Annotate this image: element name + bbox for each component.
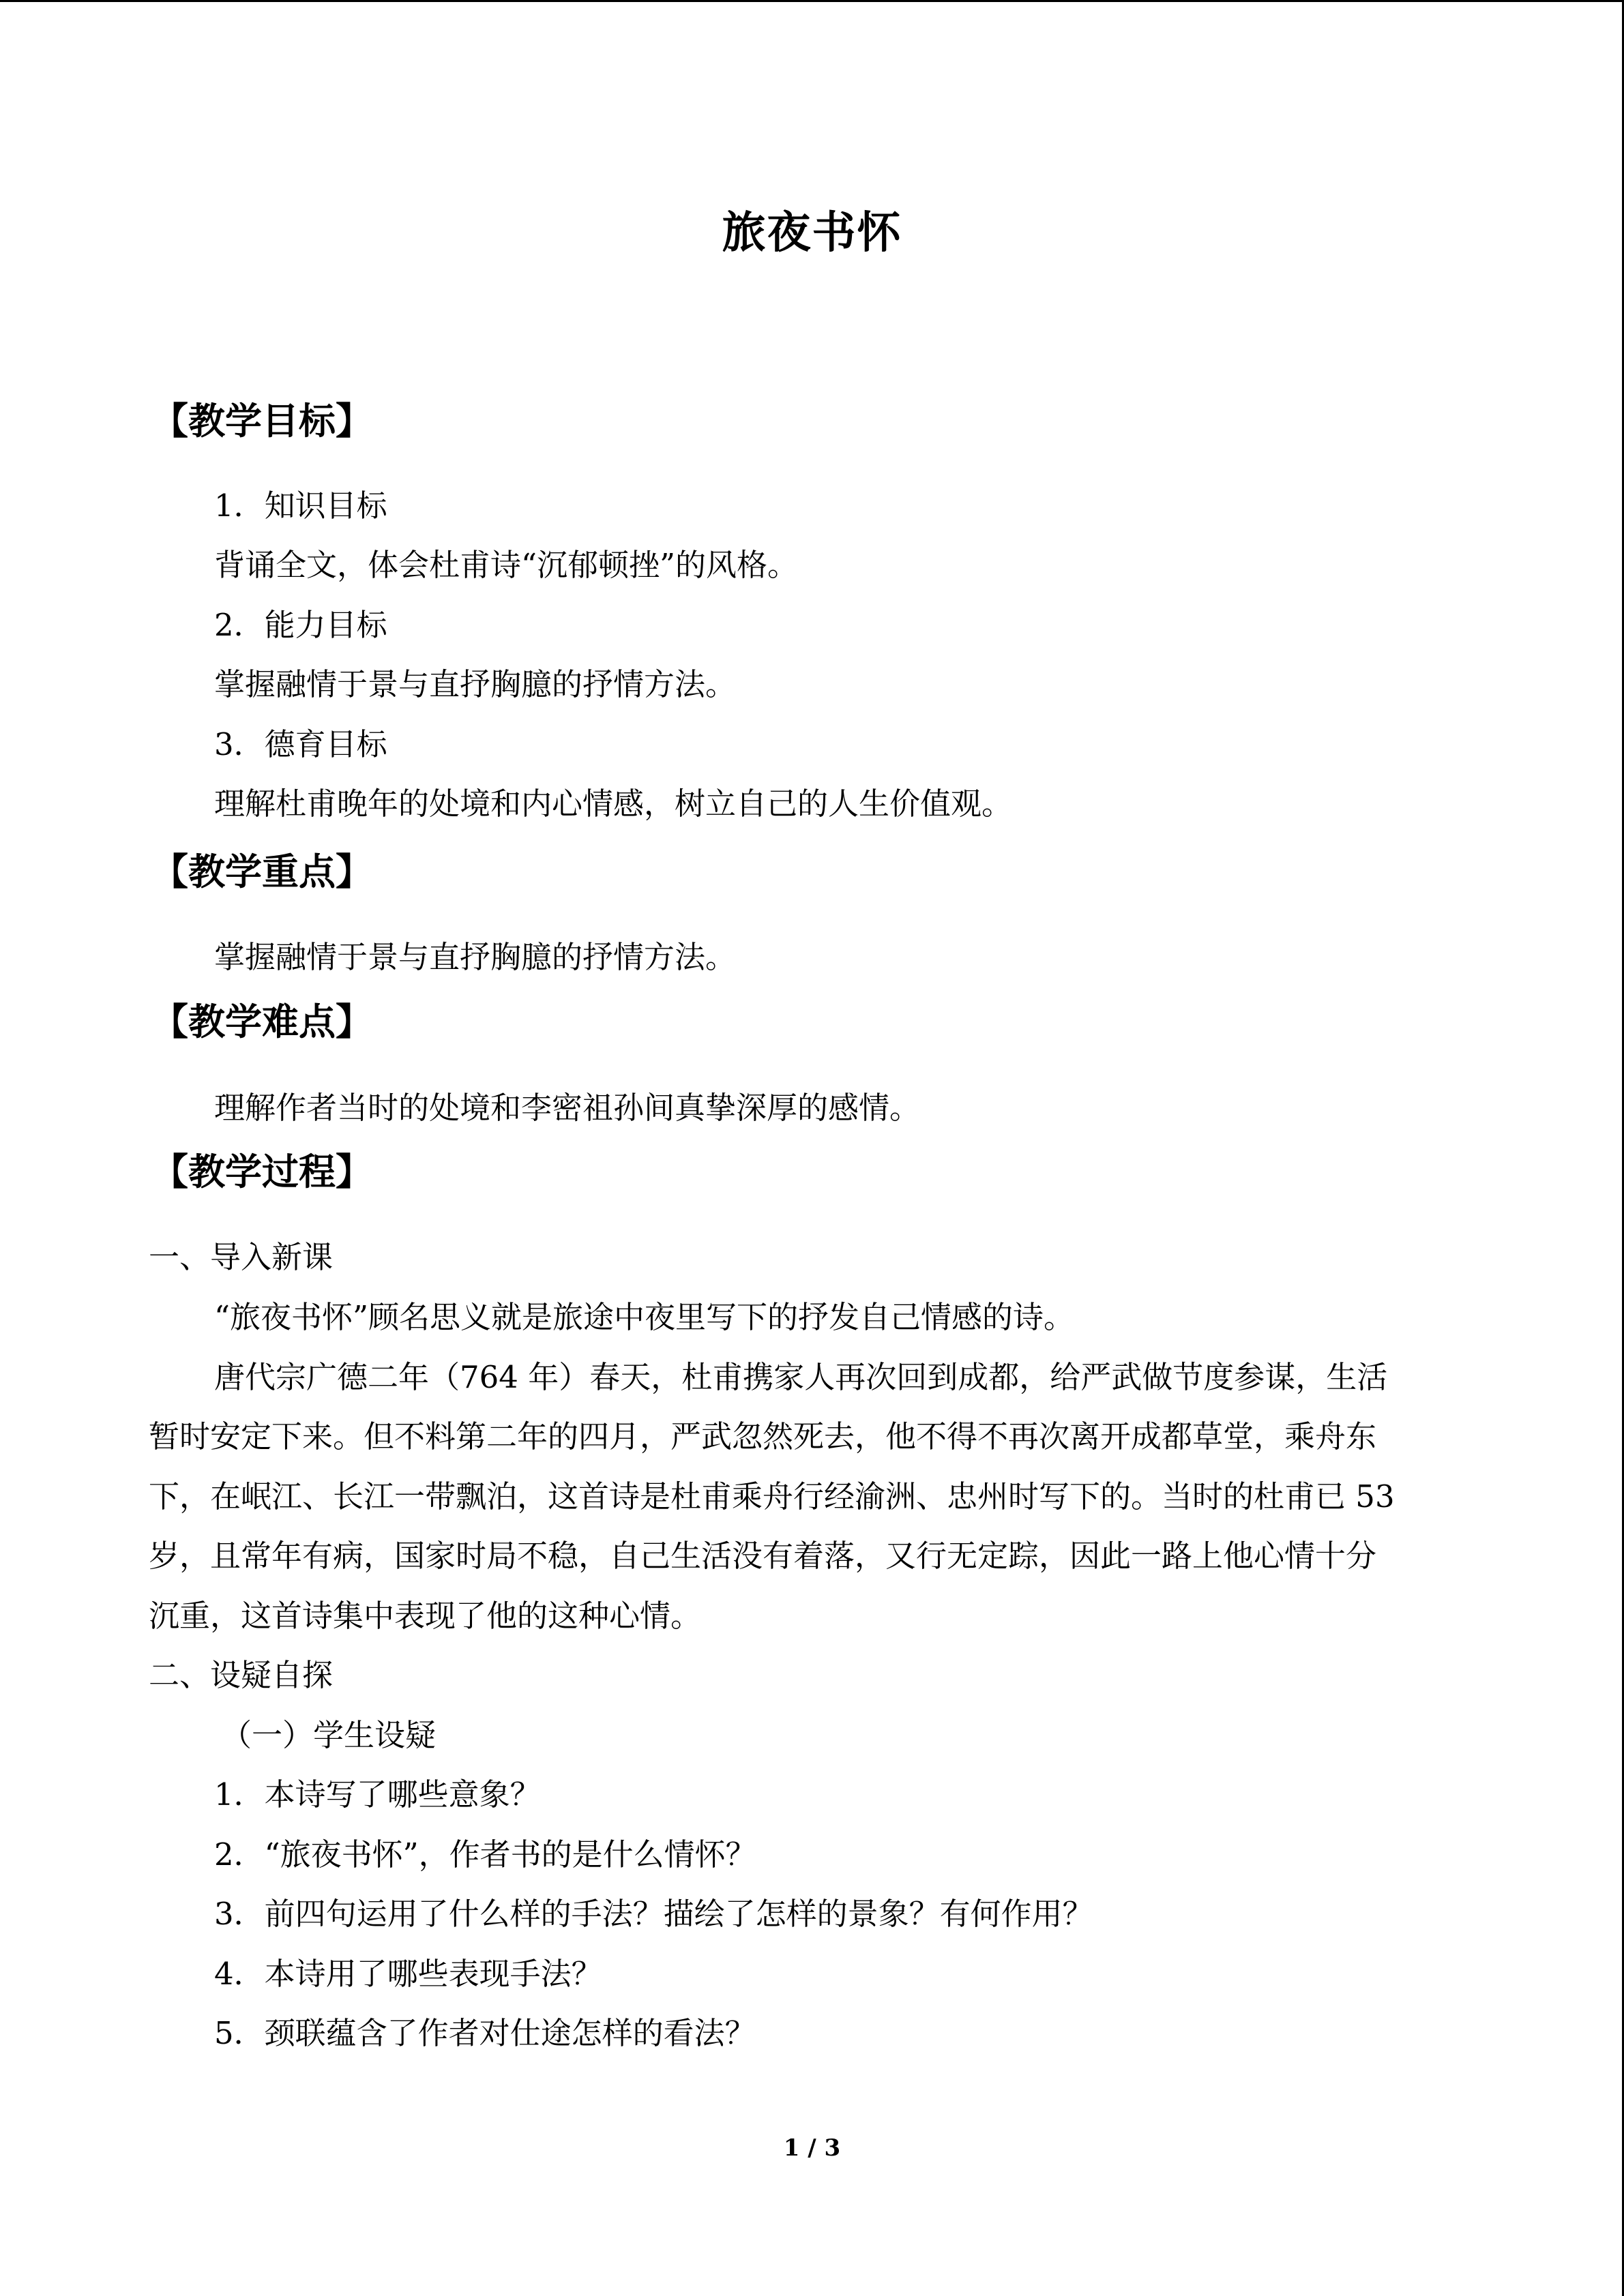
objective-text-3: 理解杜甫晚年的处境和内心情感，树立自己的人生价值观。 [214, 786, 1013, 822]
part1-paragraph-line: 下，在岷江、长江一带飘泊，这首诗是杜甫乘舟行经渝洲、忠州时写下的。当时的杜甫已 53 [149, 1478, 1395, 1515]
question-item: 4．本诗用了哪些表现手法？ [214, 1956, 602, 1992]
question-item: 1．本诗写了哪些意象？ [214, 1776, 541, 1813]
page-top-border [0, 0, 1624, 2]
objective-label-1: 1．知识目标 [214, 488, 387, 524]
key-points-heading: 【教学重点】 [151, 850, 372, 893]
question-item: 2．“旅夜书怀”，作者书的是什么情怀？ [214, 1836, 756, 1873]
part1-paragraph-line: 暂时安定下来。但不料第二年的四月，严武忽然死去，他不得不再次离开成都草堂，乘舟东 [149, 1418, 1377, 1455]
objective-label-2: 2．能力目标 [214, 607, 387, 643]
key-points-text: 掌握融情于景与直抒胸臆的抒情方法。 [214, 939, 737, 975]
question-item: 5．颈联蕴含了作者对仕途怎样的看法？ [214, 2015, 756, 2051]
part1-paragraph-line: 沉重，这首诗集中表现了他的这种心情。 [149, 1598, 702, 1634]
document-title: 旅夜书怀 [722, 207, 902, 258]
page-number: 1 / 3 [783, 2134, 841, 2162]
part2-subheading: （一）学生设疑 [221, 1717, 437, 1753]
part2-heading: 二、设疑自探 [149, 1657, 334, 1693]
question-item: 3．前四句运用了什么样的手法？描绘了怎样的景象？有何作用？ [214, 1896, 1093, 1932]
difficulties-heading: 【教学难点】 [151, 1000, 372, 1043]
objective-label-3: 3．德育目标 [214, 726, 387, 762]
process-heading: 【教学过程】 [151, 1150, 372, 1193]
part1-heading: 一、导入新课 [149, 1239, 334, 1275]
objective-text-1: 背诵全文，体会杜甫诗“沉郁顿挫”的风格。 [214, 547, 799, 583]
part1-intro: “旅夜书怀”顾名思义就是旅途中夜里写下的抒发自己情感的诗。 [214, 1299, 1075, 1335]
part1-paragraph-line: 唐代宗广德二年（764 年）春天，杜甫携家人再次回到成都，给严武做节度参谋，生活 [214, 1359, 1388, 1395]
part1-paragraph-line: 岁，且常年有病，国家时局不稳，自己生活没有着落，又行无定踪，因此一路上他心情十分 [149, 1538, 1377, 1574]
objective-text-2: 掌握融情于景与直抒胸臆的抒情方法。 [214, 666, 737, 702]
objectives-heading: 【教学目标】 [151, 399, 372, 443]
difficulties-text: 理解作者当时的处境和李密祖孙间真挚深厚的感情。 [214, 1090, 921, 1126]
